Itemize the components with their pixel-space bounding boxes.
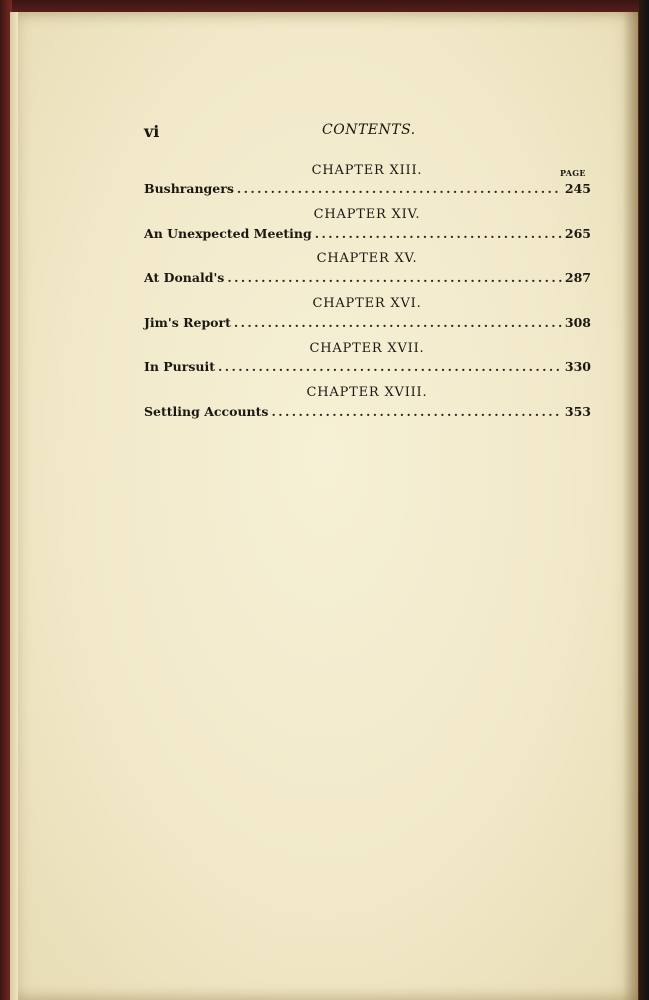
toc-entry-title: In Pursuit (144, 359, 216, 374)
toc-entry-title: Jim's Report (144, 315, 231, 330)
toc-entry (144, 359, 591, 374)
chapter-heading: CHAPTER XVII. (309, 341, 425, 356)
book-page (10, 12, 638, 1000)
spine-shadow (623, 12, 639, 1000)
toc-entry-page: 308 (564, 315, 591, 330)
book-cover-right (639, 0, 649, 1000)
toc-entry-title: Settling Accounts (144, 404, 269, 419)
toc-entry-title: At Donald's (144, 270, 225, 285)
chapter-heading: CHAPTER XVIII. (306, 385, 428, 400)
dot-leader (271, 404, 561, 419)
chapter-heading: CHAPTER XIV. (313, 207, 421, 222)
toc-entry-page: 353 (564, 404, 591, 419)
dot-leader (227, 270, 562, 285)
toc-entry-page: 330 (564, 359, 591, 374)
toc-entry (144, 270, 591, 285)
toc-entry (144, 226, 591, 241)
dot-leader (315, 226, 562, 241)
toc-entry (144, 315, 591, 330)
toc-entry (144, 181, 591, 196)
page-edge (10, 12, 18, 1000)
toc-entry-page: 265 (564, 226, 591, 241)
chapter-heading: CHAPTER XV. (316, 251, 418, 266)
toc-entry-page: 245 (564, 181, 591, 196)
toc-entry-page: 287 (564, 270, 591, 285)
dot-leader (218, 359, 562, 374)
dot-leader (237, 181, 562, 196)
chapter-heading: CHAPTER XVI. (312, 296, 422, 311)
toc-entry-title: An Unexpected Meeting (144, 226, 312, 241)
page-number-roman: vi (144, 122, 160, 141)
toc-entry (144, 404, 591, 419)
page-column-label: PAGE (560, 168, 586, 178)
chapter-heading: CHAPTER XIII. (311, 163, 423, 178)
dot-leader (234, 315, 562, 330)
running-head: CONTENTS. (322, 122, 416, 138)
toc-entry-title: Bushrangers (144, 181, 234, 196)
